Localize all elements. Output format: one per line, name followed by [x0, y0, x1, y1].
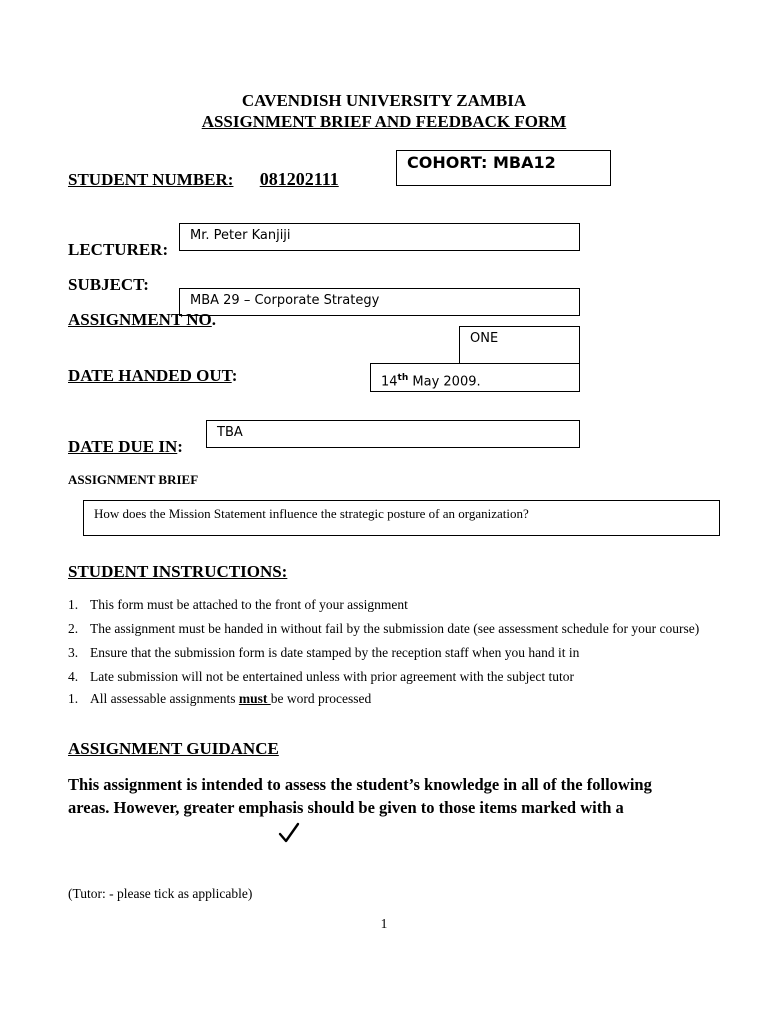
instructions-list [68, 593, 718, 709]
list-item [68, 689, 718, 709]
assignment-no-label-text: ASSIGNMENT NO [68, 310, 212, 329]
list-item-number: 3. [68, 645, 79, 660]
date-day: 14 [381, 374, 398, 390]
guidance-paragraph: This assignment is intended to assess the student’s knowledge in all of the following areas. However, greater emphasis should be given to those items marked with a [68, 775, 652, 817]
list-item-text: The assignment must be handed in without fail by the submission date (see assessment schedule for your course) [90, 621, 700, 636]
assignment-no-field: ONE [459, 326, 580, 364]
date-handed-out-label-text: DATE HANDED OUT [68, 366, 232, 385]
student-number-label: STUDENT NUMBER: [68, 170, 234, 189]
cohort-box: COHORT: MBA12 [396, 150, 611, 186]
checkmark-icon [278, 822, 300, 844]
assignment-guidance-heading: ASSIGNMENT GUIDANCE [68, 739, 279, 758]
list-item [68, 617, 718, 641]
lecturer-label: LECTURER: [68, 240, 169, 259]
university-name: CAVENDISH UNIVERSITY ZAMBIA [241, 91, 527, 110]
list-item-text: Late submission will not be entertained unless with prior agreement with the subject tutor [90, 669, 575, 684]
last-item-after: be word processed [270, 691, 372, 706]
date-due-label [68, 436, 183, 458]
student-number-value: 081202111 [259, 169, 339, 189]
assignment-brief-box: How does the Mission Statement influence the strategic posture of an organization? [83, 500, 720, 536]
date-handed-out-label [68, 365, 237, 387]
date-handed-out-field [370, 363, 580, 392]
list-item [68, 665, 718, 689]
assignment-brief-heading: ASSIGNMENT BRIEF [68, 472, 199, 487]
student-instructions-heading: STUDENT INSTRUCTIONS: [68, 562, 288, 581]
list-item-number: 2. [68, 621, 79, 636]
date-due-field: TBA [206, 420, 580, 448]
list-item-text [90, 689, 718, 709]
date-handed-out-label-suffix: : [231, 366, 238, 385]
lecturer-field: Mr. Peter Kanjiji [179, 223, 580, 251]
tutor-note: (Tutor: - please tick as applicable) [68, 886, 253, 901]
form-title: ASSIGNMENT BRIEF AND FEEDBACK FORM [201, 112, 567, 131]
last-item-emphasis: must [238, 691, 271, 706]
assignment-no-label [68, 309, 216, 331]
list-item [68, 641, 718, 665]
last-item-before: All assessable assignments [90, 691, 239, 706]
list-item-text: This form must be attached to the front of your assignment [90, 597, 408, 612]
list-item [68, 593, 718, 617]
student-number-row [68, 168, 345, 191]
list-item-text: Ensure that the submission form is date stamped by the reception staff when you hand it in [90, 645, 580, 660]
date-ordinal: th [397, 373, 409, 383]
subject-field: MBA 29 – Corporate Strategy [179, 288, 580, 316]
date-due-label-text: DATE DUE IN [68, 437, 178, 456]
page-number: 1 [380, 916, 388, 931]
date-due-label-suffix: : [177, 437, 183, 456]
subject-label: SUBJECT: [68, 275, 149, 294]
list-item-number: 1. [68, 597, 79, 612]
date-rest: May 2009. [408, 374, 481, 390]
list-item-number: 1. [68, 691, 79, 706]
assignment-no-label-suffix: . [211, 310, 216, 329]
list-item-number: 4. [68, 669, 79, 684]
